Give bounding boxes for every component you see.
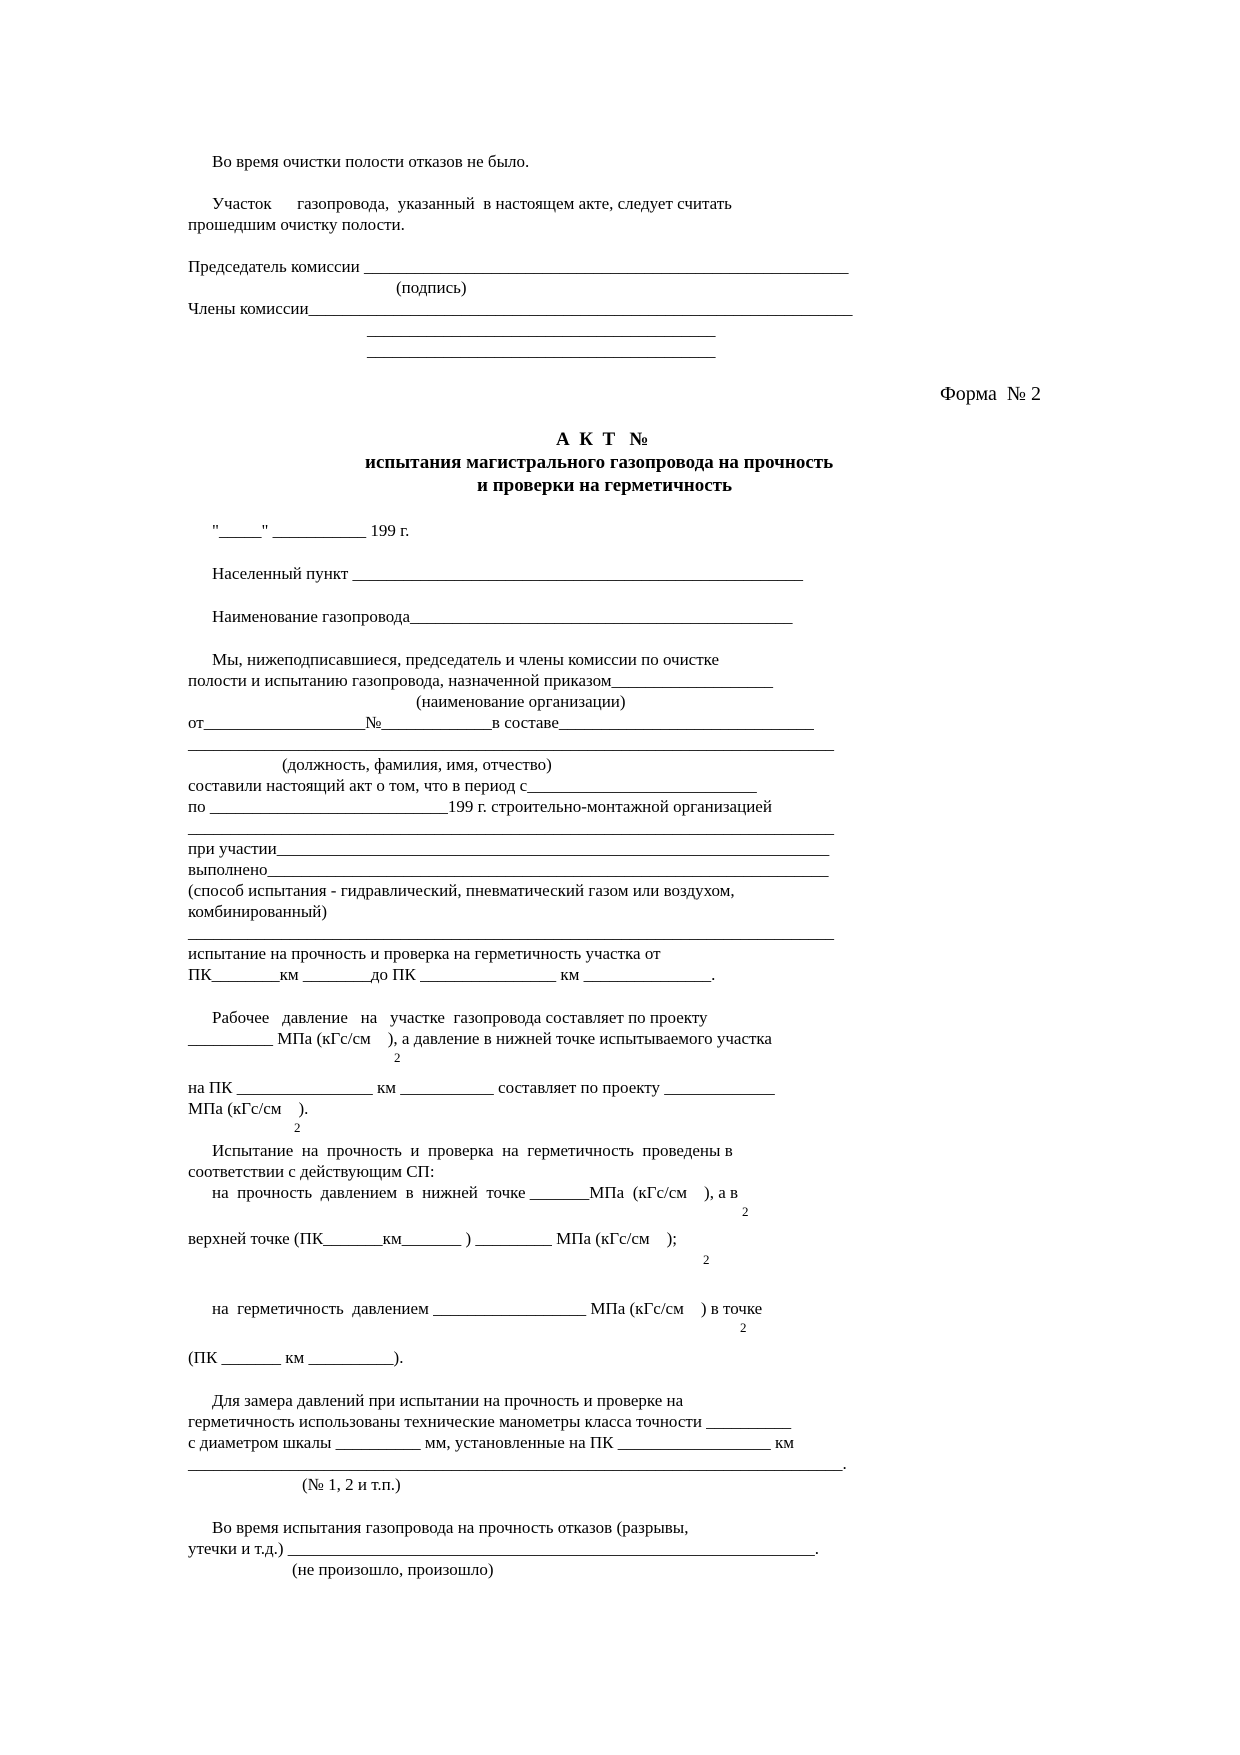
- text-line: (способ испытания - гидравлический, пневматический газом или воздухом,: [188, 881, 735, 900]
- text-line: Во время испытания газопровода на прочность отказов (разрывы,: [212, 1518, 689, 1537]
- text-line: утечки и т.д.) ______________________________________________________________.: [188, 1539, 820, 1558]
- superscript-2: 2: [740, 1320, 747, 1335]
- text-line: на герметичность давлением __________________ МПа (кГс/см ) в точке: [212, 1299, 763, 1318]
- members-signature-line: Члены комиссии________________________________________________________________: [188, 299, 853, 318]
- text-line: Во время очистки полости отказов не было.: [212, 152, 530, 171]
- text-line: прошедшим очистку полости.: [188, 215, 405, 234]
- blank-line: ____________________________________________________________________________: [188, 818, 834, 837]
- text-line: выполнено__________________________________________________________________: [188, 860, 829, 879]
- text-line: на ПК ________________ км ___________ составляет по проекту _____________: [188, 1078, 775, 1097]
- field-caption: (наименование организации): [416, 692, 626, 711]
- text-line: соответствии с действующим СП:: [188, 1162, 435, 1181]
- field-caption: (не произошло, произошло): [292, 1560, 494, 1579]
- form-number: Форма № 2: [940, 383, 1041, 405]
- superscript-2: 2: [703, 1252, 710, 1267]
- text-line: Участок газопровода, указанный в настоящем акте, следует считать: [212, 194, 732, 213]
- superscript-2: 2: [294, 1120, 301, 1135]
- text-line: с диаметром шкалы __________ мм, установленные на ПК __________________ км: [188, 1433, 795, 1452]
- superscript-2: 2: [742, 1204, 749, 1219]
- text-line: на прочность давлением в нижней точке _______МПа (кГс/см ), а в: [212, 1183, 739, 1202]
- text-line: испытание на прочность и проверка на герметичность участка от: [188, 944, 661, 963]
- signature-caption: (подпись): [396, 278, 467, 297]
- text-line: составили настоящий акт о том, что в период с___________________________: [188, 776, 757, 795]
- field-caption: (должность, фамилия, имя, отчество): [282, 755, 552, 774]
- blank-line: ____________________________________________________________________________: [188, 923, 834, 942]
- members-signature-line: _________________________________________: [367, 341, 716, 360]
- text-line: по ____________________________199 г. строительно-монтажной организацией: [188, 797, 772, 816]
- text-line: ПК________км ________до ПК ________________ км _______________.: [188, 965, 716, 984]
- text-line: от___________________№_____________в составе______________________________: [188, 713, 814, 732]
- text-line: МПа (кГс/см ).: [188, 1099, 309, 1118]
- text-line: верхней точке (ПК_______км_______ ) _________ МПа (кГс/см );: [188, 1229, 678, 1248]
- act-title: А К Т №: [556, 429, 649, 450]
- blank-line: ____________________________________________________________________________: [188, 734, 834, 753]
- text-line: Испытание на прочность и проверка на герметичность проведены в: [212, 1141, 733, 1160]
- text-line: при участии_________________________________________________________________: [188, 839, 830, 858]
- text-line: герметичность использованы технические манометры класса точности __________: [188, 1412, 792, 1431]
- superscript-2: 2: [394, 1050, 401, 1065]
- act-subtitle: испытания магистрального газопровода на прочность: [365, 452, 834, 473]
- date-line: "_____" ___________ 199 г.: [212, 521, 410, 540]
- chairman-signature-line: Председатель комиссии _________________________________________________________: [188, 257, 849, 276]
- members-signature-line: _________________________________________: [367, 320, 716, 339]
- text-line: Рабочее давление на участке газопровода составляет по проекту: [212, 1008, 708, 1027]
- text-line: комбинированный): [188, 902, 327, 921]
- text-line: Наименование газопровода_____________________________________________: [212, 607, 793, 626]
- text-line: полости и испытанию газопровода, назначенной приказом___________________: [188, 671, 774, 690]
- blank-line: _____________________________________________________________________________.: [188, 1454, 847, 1473]
- text-line: Населенный пункт _____________________________________________________: [212, 564, 804, 583]
- field-caption: (№ 1, 2 и т.п.): [302, 1475, 401, 1494]
- text-line: __________ МПа (кГс/см ), а давление в нижней точке испытываемого участка: [188, 1029, 772, 1048]
- text-line: Для замера давлений при испытании на прочность и проверке на: [212, 1391, 684, 1410]
- act-subtitle: и проверки на герметичность: [477, 475, 733, 496]
- text-line: Мы, нижеподписавшиеся, председатель и члены комиссии по очистке: [212, 650, 720, 669]
- text-line: (ПК _______ км __________).: [188, 1348, 404, 1367]
